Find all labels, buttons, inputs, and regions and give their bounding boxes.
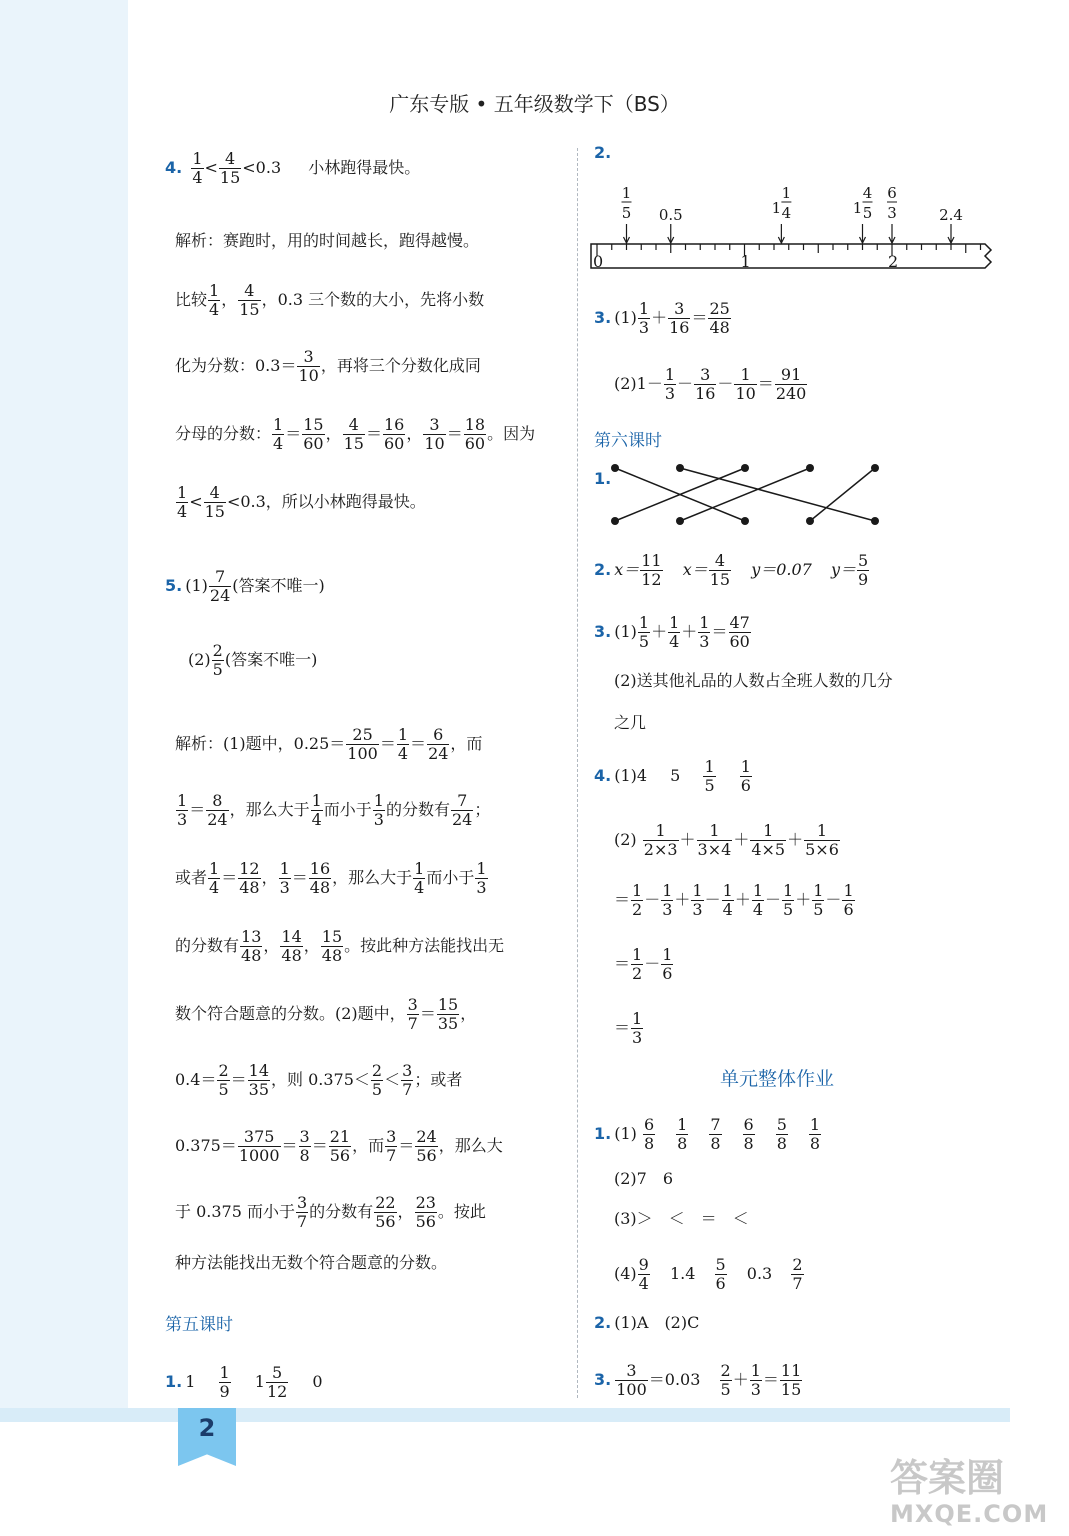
fraction: $\frac{7}{24}$	[209, 567, 231, 605]
match-dot	[871, 464, 879, 472]
fraction: $\frac{5}{8}$	[776, 1115, 787, 1153]
q5-part-1: 5. (1) $\frac{7}{24}$ (答案不唯一)	[165, 567, 325, 605]
fraction: $\frac{1}{9}$	[219, 1363, 230, 1401]
fraction: $\frac{1}{5}$	[638, 613, 650, 651]
fraction: $\frac{1}{5}$	[783, 881, 794, 919]
point-label-numerator: 6	[887, 184, 897, 202]
fraction: $\frac{4}{15}$	[204, 483, 225, 521]
question-number: 4.	[165, 158, 183, 177]
fraction: $\frac{6}{8}$	[643, 1115, 655, 1153]
unit-q3: 3. $\frac{3}{100}$ ＝0.03 $\frac{2}{5}$ ＋ $\frac{1}{3}$ ＝ $\frac{11}{15}$	[594, 1361, 802, 1399]
fraction: $\frac{1}{3}$	[476, 859, 487, 897]
point-label-numerator: 1	[781, 184, 792, 202]
point-label-whole: 1	[771, 199, 782, 217]
fraction: $\frac{3}{7}$	[296, 1193, 308, 1231]
fraction: $\frac{1}{3}$	[692, 881, 703, 919]
q2-number: 2.	[594, 143, 612, 162]
fraction: $\frac{1}{4}$	[311, 791, 322, 829]
fraction: $\frac{6}{24}$	[428, 725, 449, 763]
fraction: $\frac{1}{4\times 5}$	[751, 821, 786, 859]
fraction: $\frac{25}{100}$	[347, 725, 378, 763]
fraction: $\frac{14}{35}$	[248, 1061, 270, 1099]
fraction: $\frac{7}{24}$	[451, 791, 473, 829]
fraction: $\frac{2}{7}$	[792, 1255, 803, 1293]
fraction: $\frac{1}{3}$	[638, 299, 650, 337]
ruler-body	[591, 244, 991, 268]
question-number: 5.	[165, 576, 183, 595]
fraction: $\frac{1}{4}$	[752, 881, 764, 919]
fraction: $\frac{7}{8}$	[710, 1115, 721, 1153]
fraction: $\frac{3}{7}$	[402, 1061, 413, 1099]
fraction: $\frac{5}{12}$	[266, 1363, 288, 1401]
ruler-tick-label: 0	[593, 252, 604, 271]
unit-q1-part-3: (3)＞ ＜ ＝ ＜	[614, 1209, 749, 1228]
column-divider	[577, 148, 578, 1398]
fraction: $\frac{2}{5}$	[720, 1361, 731, 1399]
watermark-logo: 答案圈 MXQE.COM	[890, 1456, 1049, 1528]
fraction: $\frac{9}{4}$	[638, 1255, 649, 1293]
unit-q1-part-2: (2)7 6	[614, 1169, 674, 1188]
fraction: $\frac{3}{10}$	[298, 347, 319, 385]
fraction: $\frac{1}{2\times 3}$	[643, 821, 678, 859]
point-label-whole: 1	[852, 199, 863, 217]
lesson6-q4-step-4: ＝ $\frac{1}{3}$	[614, 1009, 643, 1047]
unit-homework-title: 单元整体作业	[720, 1068, 835, 1090]
fraction: $\frac{21}{56}$	[329, 1127, 351, 1165]
fraction: $\frac{25}{48}$	[709, 299, 730, 337]
fraction: $\frac{1}{8}$	[677, 1115, 688, 1153]
unit-q1-part-4: (4) $\frac{9}{4}$ 1.4 $\frac{5}{6}$ 0.3 $\frac{2}{7}$	[614, 1255, 803, 1293]
match-dot	[611, 464, 619, 472]
section-title-lesson-5: 第五课时	[165, 1315, 233, 1335]
point-label-denominator: 5	[621, 204, 632, 222]
q4-explanation-line-5: $\frac{1}{4}$ < $\frac{4}{15}$ <0.3，所以小林跑得最快。	[177, 483, 426, 521]
fraction: $\frac{4}{15}$	[219, 149, 241, 187]
fraction: $\frac{1}{8}$	[809, 1115, 821, 1153]
fraction: $\frac{13}{48}$	[241, 927, 262, 965]
lesson6-q2: 2. x＝ $\frac{11}{12}$ x＝ $\frac{4}{15}$ y＝0.07 y＝ $\frac{5}{9}$	[594, 551, 869, 589]
fraction: $\frac{3}{16}$	[695, 365, 716, 403]
fraction: $\frac{3}{8}$	[299, 1127, 310, 1165]
fraction: $\frac{23}{56}$	[415, 1193, 436, 1231]
fraction: $\frac{1}{5\times 6}$	[805, 821, 839, 859]
point-label: 2.4	[939, 206, 963, 224]
bottom-band	[0, 1408, 1010, 1422]
fraction: $\frac{3}{7}$	[407, 995, 418, 1033]
fraction: $\frac{3}{10}$	[424, 415, 445, 453]
point-label-numerator: 1	[621, 184, 632, 202]
fraction: $\frac{3}{100}$	[616, 1361, 647, 1399]
lesson6-q4-step-1: (2) $\frac{1}{2\times 3}$ ＋ $\frac{1}{3\times 4}$ ＋ $\frac{1}{4\times 5}$ ＋ $\frac{1}{5\times 6}$	[614, 821, 839, 859]
fraction: $\frac{16}{60}$	[383, 415, 405, 453]
q4-explanation-line-3: 化为分数：0.3＝ $\frac{3}{10}$ ，再将三个分数化成同	[175, 347, 481, 385]
fraction: $\frac{14}{48}$	[281, 927, 302, 965]
match-dot	[871, 517, 879, 525]
fraction: $\frac{2}{5}$	[218, 1061, 229, 1099]
page-header: 广东专版 • 五年级数学下（BS）	[389, 92, 680, 116]
lesson6-q4-part-1: 4. (1)4 5 $\frac{1}{5}$ $\frac{1}{6}$	[594, 757, 751, 795]
matching-diagram	[600, 455, 900, 535]
left-margin-band	[0, 0, 128, 1410]
fraction: $\frac{24}{56}$	[416, 1127, 437, 1165]
q4-explanation-line-4: 分母的分数： $\frac{1}{4}$ ＝ $\frac{15}{60}$ ， $\frac{4}{15}$ ＝ $\frac{16}{60}$ ， $\frac{3}{10}$ ＝ $\frac{18}{60}$ 。因为	[175, 415, 536, 453]
q5-explanation-line-2: $\frac{1}{3}$ ＝ $\frac{8}{24}$ ，那么大于 $\frac{1}{4}$ 而小于 $\frac{1}{3}$ 的分数有 $\frac{7}{24}$ ；	[177, 791, 491, 829]
fraction: $\frac{1}{4}$	[722, 881, 733, 919]
fraction: $\frac{1}{3}$	[177, 791, 188, 829]
fraction: $\frac{1}{4}$	[192, 149, 203, 187]
fraction: $\frac{1}{6}$	[843, 881, 854, 919]
fraction: $\frac{1}{3}$	[662, 881, 673, 919]
fraction: $\frac{1}{3}$	[632, 1009, 643, 1047]
q5-explanation-line-9: 种方法能找出无数个符合题意的分数。	[175, 1253, 448, 1272]
fraction: $\frac{4}{15}$	[343, 415, 364, 453]
fraction: $\frac{1}{6}$	[740, 757, 751, 795]
fraction: $\frac{1}{4}$	[669, 613, 680, 651]
match-line	[810, 468, 875, 521]
fraction: $\frac{1}{3}$	[750, 1361, 761, 1399]
q5-explanation-line-1: 解析：(1)题中，0.25＝ $\frac{25}{100}$ ＝ $\frac{1}{4}$ ＝ $\frac{6}{24}$ ，而	[175, 725, 483, 763]
fraction: $\frac{1}{3}$	[664, 365, 676, 403]
page-number: 2	[198, 1414, 216, 1442]
q3-part-2: (2)1－ $\frac{1}{3}$ － $\frac{3}{16}$ － $\frac{1}{10}$ ＝ $\frac{91}{240}$	[614, 365, 807, 403]
fraction: $\frac{3}{16}$	[669, 299, 690, 337]
fraction: $\frac{4}{15}$	[239, 281, 260, 319]
match-dot	[741, 517, 749, 525]
fraction: $\frac{1}{2}$	[632, 945, 643, 983]
point-label-denominator: 4	[781, 204, 792, 222]
q4-explanation-line-2: 比较 $\frac{1}{4}$ ， $\frac{4}{15}$ ，0.3 三个数的大小，先将小数	[175, 281, 485, 319]
ruler-tick-label: 1	[740, 252, 751, 271]
fraction: $\frac{2}{5}$	[212, 641, 223, 679]
fraction: $\frac{1}{3\times 4}$	[697, 821, 732, 859]
q4-explanation-line-1: 解析：赛跑时，用的时间越长，跑得越慢。	[175, 231, 480, 250]
fraction: $\frac{1}{6}$	[662, 945, 673, 983]
fraction: $\frac{1}{5}$	[813, 881, 824, 919]
fraction: $\frac{1}{4}$	[414, 859, 425, 897]
q3-part-1: 3. (1) $\frac{1}{3}$ ＋ $\frac{3}{16}$ ＝ $\frac{25}{48}$	[594, 299, 730, 337]
fraction: $\frac{11}{15}$	[780, 1361, 802, 1399]
point-label: 0.5	[658, 206, 683, 224]
fraction: $\frac{1}{3}$	[373, 791, 384, 829]
fraction: $\frac{15}{60}$	[303, 415, 324, 453]
fraction: $\frac{11}{12}$	[641, 551, 662, 589]
point-label-denominator: 3	[887, 204, 897, 222]
lesson6-q3-part-2-line-2: 之几	[614, 713, 647, 732]
match-dot	[676, 517, 684, 525]
fraction: $\frac{22}{56}$	[375, 1193, 396, 1231]
q5-explanation-line-6: 0.4＝ $\frac{2}{5}$ ＝ $\frac{14}{35}$ ，则 0.375＜ $\frac{2}{5}$ ＜ $\frac{3}{7}$ ；或者	[175, 1061, 463, 1099]
match-dot	[611, 517, 619, 525]
lesson6-q3-part-2-line-1: (2)送其他礼品的人数占全班人数的几分	[614, 671, 893, 690]
match-dot	[806, 517, 814, 525]
fraction: $\frac{6}{8}$	[743, 1115, 754, 1153]
q5-explanation-line-5: 数个符合题意的分数。(2)题中， $\frac{3}{7}$ ＝ $\frac{15}{35}$ ，	[175, 995, 477, 1033]
fraction: $\frac{2}{5}$	[371, 1061, 383, 1099]
fraction: $\frac{5}{9}$	[858, 551, 869, 589]
match-dot	[741, 464, 749, 472]
fraction: $\frac{8}{24}$	[207, 791, 228, 829]
fraction: $\frac{4}{15}$	[709, 551, 731, 589]
fraction: $\frac{1}{3}$	[279, 859, 290, 897]
q5-explanation-line-7: 0.375＝ $\frac{375}{1000}$ ＝ $\frac{3}{8}$ ＝ $\frac{21}{56}$ ，而 $\frac{3}{7}$ ＝ $\frac{24}{56}$ ，那么大	[175, 1127, 503, 1165]
fraction: $\frac{12}{48}$	[239, 859, 260, 897]
point-label-denominator: 5	[862, 204, 873, 222]
q5-explanation-line-3: 或者 $\frac{1}{4}$ ＝ $\frac{12}{48}$ ， $\frac{1}{3}$ ＝ $\frac{16}{48}$ ，那么大于 $\frac{1}{4}$ 而小于 $\frac{1}{3}$	[175, 859, 487, 897]
match-line	[680, 468, 810, 521]
unit-q1-part-1: 1. (1) $\frac{6}{8}$ $\frac{1}{8}$ $\frac{7}{8}$ $\frac{6}{8}$ $\frac{5}{8}$ $\frac{1}{8}$	[594, 1115, 821, 1153]
fraction: $\frac{16}{48}$	[309, 859, 331, 897]
question-number: 1.	[165, 1372, 183, 1391]
fraction: $\frac{1}{4}$	[397, 725, 409, 763]
lesson6-q1-number: 1.	[594, 469, 612, 488]
fraction: $\frac{1}{3}$	[699, 613, 710, 651]
fraction: $\frac{1}{4}$	[177, 483, 188, 521]
fraction: $\frac{15}{35}$	[437, 995, 459, 1033]
match-dot	[676, 464, 684, 472]
lesson6-q4-step-2: ＝ $\frac{1}{2}$ － $\frac{1}{3}$ ＋ $\frac{1}{3}$ － $\frac{1}{4}$ ＋ $\frac{1}{4}$ － $\frac{1}{5}$ ＋ $\frac{1}{5}$ － $\frac{1}{6}$	[614, 881, 854, 919]
section-title-lesson-6: 第六课时	[594, 431, 662, 451]
q5-explanation-line-8: 于 0.375 而小于 $\frac{3}{7}$ 的分数有 $\frac{22}{56}$ ， $\frac{23}{56}$ 。按此	[175, 1193, 486, 1231]
fraction: $\frac{91}{240}$	[775, 365, 807, 403]
fraction: $\frac{18}{60}$	[464, 415, 486, 453]
fraction: $\frac{1}{4}$	[273, 415, 284, 453]
fraction: $\frac{1}{2}$	[632, 881, 643, 919]
point-label-numerator: 4	[862, 184, 873, 202]
q5-part-2: (2) $\frac{2}{5}$ (答案不唯一)	[188, 641, 318, 679]
unit-q2: 2. (1)A (2)C	[594, 1313, 700, 1332]
match-dot	[806, 464, 814, 472]
number-line	[585, 180, 1005, 280]
fraction: $\frac{1}{4}$	[209, 281, 220, 319]
fraction: $\frac{1}{4}$	[209, 859, 220, 897]
fraction: $\frac{1}{10}$	[735, 365, 756, 403]
fraction: $\frac{15}{48}$	[321, 927, 343, 965]
fraction: $\frac{375}{1000}$	[238, 1127, 280, 1165]
q4-answer: 4. $\frac{1}{4}$ < $\frac{4}{15}$ <0.3 小林跑得最快。	[165, 149, 421, 187]
q5-explanation-line-4: 的分数有 $\frac{13}{48}$ ， $\frac{14}{48}$ ， $\frac{15}{48}$ 。按此种方法能找出无	[175, 927, 505, 965]
fraction: $\frac{1}{5}$	[704, 757, 715, 795]
fraction: $\frac{47}{60}$	[729, 613, 750, 651]
fraction: $\frac{5}{6}$	[715, 1255, 726, 1293]
fraction: $\frac{3}{7}$	[386, 1127, 397, 1165]
lesson6-q3-part-1: 3. (1) $\frac{1}{5}$ ＋ $\frac{1}{4}$ ＋ $\frac{1}{3}$ ＝ $\frac{47}{60}$	[594, 613, 750, 651]
match-line	[680, 468, 875, 521]
lesson6-q4-step-3: ＝ $\frac{1}{2}$ － $\frac{1}{6}$	[614, 945, 673, 983]
lesson5-q1: 1. 1 $\frac{1}{9}$ 1 $\frac{5}{12}$ 0	[165, 1363, 323, 1401]
ruler-tick-label: 2	[888, 252, 899, 271]
